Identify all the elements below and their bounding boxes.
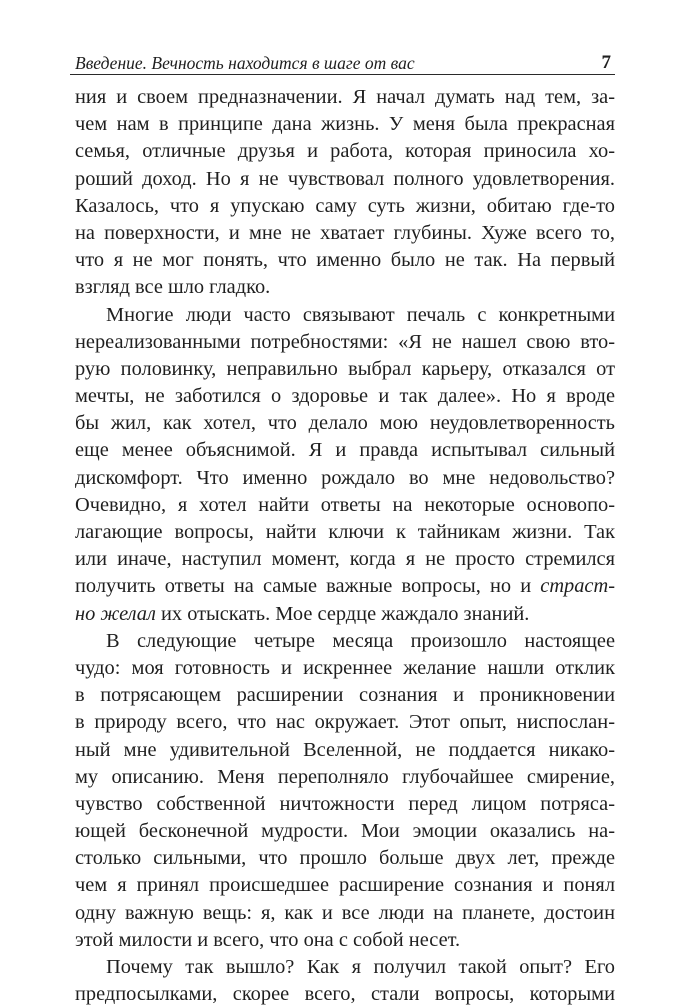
- italic-run: страст-: [540, 575, 615, 598]
- text-line: еще менее объяснимой. Я и правда испытывал сильный: [75, 439, 615, 462]
- text-line: чем нам в принципе дана жизнь. У меня была прекрасная: [75, 113, 615, 136]
- text-line: Казалось, что я упускаю саму суть жизни, обитаю где-то: [75, 194, 615, 217]
- text-run: получить ответы на самые важные вопросы, но и: [75, 575, 541, 598]
- text-line: на поверхности, и мне не хватает глубины. Хуже всего то,: [75, 221, 615, 244]
- text-line: одну важную вещь: я, как и все люди на планете, достоин: [75, 901, 615, 924]
- paragraph-3: [75, 628, 615, 954]
- text-line: бы жил, как хотел, что делало мою неудовлетворенность: [75, 412, 615, 435]
- text-line: семья, отличные друзья и работа, которая приносила хо-: [75, 140, 615, 163]
- text-line: ный мне удивительной Вселенной, не поддается никако-: [75, 738, 615, 761]
- text-line: му описанию. Меня переполняло глубочайшее смирение,: [75, 765, 615, 788]
- text-line: нереализованными потребностями: «Я не нашел свою вто-: [75, 330, 615, 353]
- text-line: чем я принял происшедшее расширение сознания и понял: [75, 874, 615, 897]
- text-line: ния и своем предназначении. Я начал думать над тем, за-: [75, 86, 615, 108]
- text-line: Очевидно, я хотел найти ответы на некоторые основопо-: [75, 493, 615, 516]
- text-line: в природу всего, что нас окружает. Этот опыт, ниспослан-: [75, 711, 615, 734]
- text-line: или иначе, наступил момент, когда я не просто стремился: [75, 548, 615, 571]
- text-line: мечты, не заботился о здоровье и так далее». Но я вроде: [75, 385, 615, 408]
- paragraph-2: [75, 302, 615, 628]
- page-number: 7: [601, 52, 611, 73]
- text-line: роший доход. Но я не чувствовал полного удовлетворения.: [75, 167, 615, 190]
- text-line: лагающие вопросы, найти ключи к тайникам жизни. Так: [75, 521, 615, 543]
- text-line: чувство собственной ничтожности перед лицом потряса-: [75, 792, 615, 815]
- text-line: В следующие четыре месяца произошло настоящее: [106, 629, 615, 652]
- paragraph-4: [75, 954, 615, 1008]
- text-line: этой милости и всего, что она с собой несет.: [75, 928, 461, 951]
- italic-run: но желал: [75, 602, 156, 625]
- text-line: [75, 601, 615, 628]
- text-line: Многие люди часто связывают печаль с конкретными: [106, 303, 615, 326]
- body-text: [70, 84, 615, 1008]
- chapter-title: Введение. Вечность находится в шаге от вас: [75, 53, 415, 73]
- book-page: [70, 48, 615, 1008]
- text-line: предпосылками, скорее всего, стали вопросы, которыми: [75, 983, 615, 1006]
- text-line: в потрясающем расширении сознания и проникновении: [75, 684, 615, 707]
- running-header: [70, 48, 615, 75]
- text-line: столько сильными, что прошло больше двух лет, прежде: [75, 847, 615, 870]
- text-line: Почему так вышло? Как я получил такой опыт? Его: [106, 956, 615, 978]
- text-line: что я не мог понять, что именно было не так. На первый: [75, 249, 615, 272]
- text-line: [75, 573, 615, 600]
- text-line: дискомфорт. Что именно рождало во мне недовольство?: [75, 466, 615, 489]
- text-run: их отыскать. Мое сердце жаждало знаний.: [155, 602, 530, 625]
- text-line: рую половинку, неправильно выбрал карьеру, отказался от: [75, 357, 615, 380]
- text-line: ющей бесконечной мудрости. Мои эмоции оказались на-: [75, 820, 615, 843]
- text-line: взгляд все шло гладко.: [75, 276, 271, 299]
- paragraph-1: [75, 84, 615, 302]
- text-line: чудо: моя готовность и искреннее желание нашли отклик: [75, 656, 615, 679]
